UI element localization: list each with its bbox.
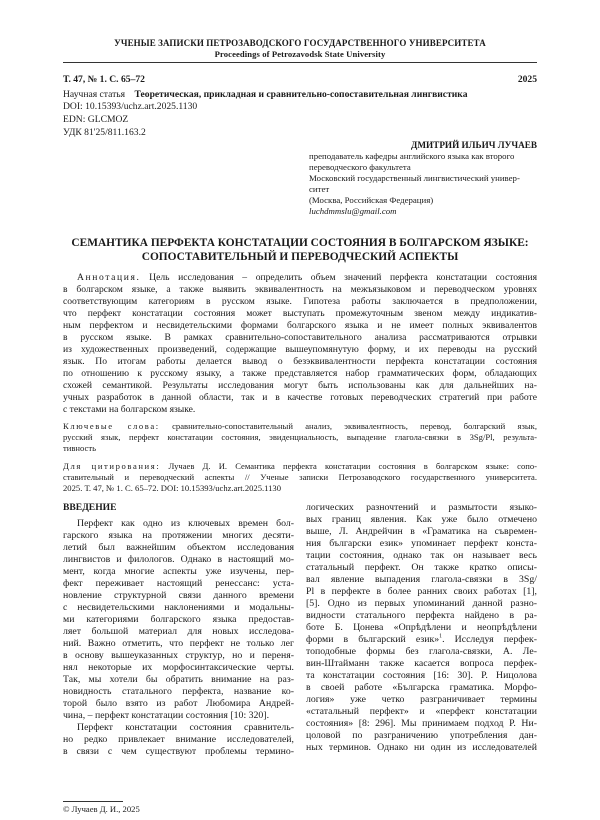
body-line: ляет большой материал для новых исследова- <box>63 626 294 637</box>
citation-line: Для цитирования: Лучаев Д. И. Семантика перфекта констатации состояния в болгарском языке: сопо- <box>63 461 537 471</box>
keywords-label: Ключевые слова: <box>63 421 160 431</box>
body-line: но редко привлекает внимание исследователей, <box>63 734 294 745</box>
author-email[interactable]: luchdmmslu@gmail.com <box>309 206 397 216</box>
udc: УДК 81'25/811.163.2 <box>63 127 146 138</box>
body-line: Перфект как одно из ключевых времен бол- <box>77 518 294 529</box>
body-line: логия» уже четко разграничивает термины <box>306 694 537 705</box>
year: 2025 <box>517 74 537 85</box>
body-line: лингвистов и филологов. Однако в настоящий мо- <box>63 554 294 565</box>
section-name: Теоретическая, прикладная и сравнительно-сопоставительная лингвистика <box>134 89 468 100</box>
abstract-line: учных разработок в данной области, так и в качестве готовых переводческих стратегий при работе <box>63 392 537 403</box>
body-line: летий был важнейшим объектом исследования <box>63 542 294 553</box>
abstract-line: схожей семантикой. Результаты исследования могут быть использованы как для дальнейших на- <box>63 380 537 391</box>
header-rule <box>63 62 537 63</box>
body-line: та констатации состояния [16: 30]. Р. Ницолова <box>306 670 537 681</box>
body-line: в своей работе «Българска граматика. Морфо- <box>306 682 537 693</box>
abstract-line: из художественных произведений, содержащие вышеупомянутую форму, и их переводы на русский <box>63 344 537 355</box>
affiliation-line: Московский государственный лингвистический универ- <box>309 173 520 183</box>
abstract-line: Аннотация. Цель исследования – определить объем значений перфекта констатации состояния <box>77 272 538 283</box>
abstract-line: в русском языке. В рамках сравнительно-сопоставительного анализа рассматриваются отрывки <box>63 332 537 343</box>
body-line: новидность статального перфекта, название ко- <box>63 686 294 697</box>
article-title-line: СЕМАНТИКА ПЕРФЕКТА КОНСТАТАЦИИ СОСТОЯНИЯ В БОЛГАРСКОМ ЯЗЫКЕ: <box>71 237 529 249</box>
body-line: ния български език» упоминает перфект конста- <box>306 538 537 549</box>
section-heading: ВВЕДЕНИЕ <box>63 502 117 513</box>
body-line: топодобные формы без глагола-связки, А. Ле- <box>306 646 537 657</box>
author-name: ДМИТРИЙ ИЛЬИЧ ЛУЧАЕВ <box>411 140 537 150</box>
keywords-line: русский язык, перфект констатации состояния, эвиденциальность, выпадение глагола-связки в 3Sg/Pl, результа- <box>63 432 537 442</box>
affiliation-line: переводческого факультета <box>309 162 411 172</box>
body-line: боте Б. Цонева «Опрѣдѣлени и неопрѣдѣлени <box>306 622 537 633</box>
body-line: вых границ явления. Как уже было отмечено <box>306 514 537 525</box>
article-type <box>63 89 468 101</box>
body-line: выше, Л. Андрейчин в «Граматика на съвремен- <box>306 526 537 537</box>
abstract-line: с текстами на болгарском языке. <box>63 404 196 415</box>
body-line: состояния» [8: 296]. Мы принимаем подход Р. Ни- <box>306 718 537 729</box>
article-title-line: СОПОСТАВИТЕЛЬНЫЙ И ПЕРЕВОДЧЕСКИЙ АСПЕКТЫ <box>141 251 459 263</box>
body-line: чина, – перфект констатации состояния [10: 320]. <box>63 710 270 721</box>
copyright: © Лучаев Д. И., 2025 <box>63 804 140 814</box>
abstract-line: соответствующим категориям в русском языке. Гипотеза работы заключается в предположении, <box>63 296 537 307</box>
body-line: мент, когда многие аспекты уже изучены, пер- <box>63 566 294 577</box>
body-line: гарского языка на протяжении многих десяти- <box>63 530 294 541</box>
body-line: вал явление выпадения глагола-связки в 3Sg/ <box>306 574 537 585</box>
doi: DOI: 10.15393/uchz.art.2025.1130 <box>63 101 198 112</box>
body-line: тации состояния, однако так он называет весь <box>306 550 537 561</box>
body-line: логических разночтений и размытости языко- <box>306 502 537 513</box>
abstract-line: по отношению к русскому языку, а также представляется набор грамматических форм, обладающих <box>63 368 537 379</box>
body-line: Так, мы хотели бы обратить внимание на раз- <box>63 674 294 685</box>
body-line: видности статального перфекта найдено в ра- <box>306 610 537 621</box>
body-line: ми категориями болгарского языка предостав- <box>63 614 294 625</box>
journal-title-ru: УЧЕНЫЕ ЗАПИСКИ ПЕТРОЗАВОДСКОГО ГОСУДАРСТВЕННОГО УНИВЕРСИТЕТА <box>114 38 486 48</box>
body-line: в основу вышеуказанных структур, но и переня- <box>63 650 294 661</box>
body-line: Перфект констатации состояния сравнитель- <box>77 722 294 733</box>
citation-line: 2025. Т. 47, № 1. С. 65–72. DOI: 10.15393/uchz.art.2025.1130 <box>63 483 282 493</box>
body-line: Pl в перфекте в более ранних своих работах [1], <box>306 586 537 597</box>
body-line: статальный перфект. Он также кратко описы- <box>306 562 537 573</box>
body-line: [5]. Одно из первых упоминаний данной разно- <box>306 598 537 609</box>
abstract-line: язык. По итогам работы делается вывод о безэквивалентности перфекта констатации состояния <box>63 356 537 367</box>
body-line: фект переживает настоящий ренессанс: уста- <box>63 578 294 589</box>
body-line: форми в българский език»$^1$. Исследуя перфек- <box>306 633 537 645</box>
abstract-line: ным перфектом и несвидетельскими формами болгарского языка и не имеет полных эквивалентов <box>63 320 537 331</box>
citation-line: ставительный и переводческий аспекты // Ученые записки Петрозаводского государственного университета. <box>63 472 537 482</box>
abstract-line: в болгарском языке, а также выявить эквивалентность на межъязыковом и переводческом уровнях <box>63 284 537 295</box>
keywords-line: Ключевые слова: сравнительно-сопоставительный анализ, эквивалентность, перевод, болгарский язык, <box>63 421 538 431</box>
edn: EDN: GLCMOZ <box>63 114 129 125</box>
body-line: в связи с чем существуют проблемы термино- <box>63 746 294 757</box>
body-line: нял некоторые их морфосинтаксические черты. <box>63 662 294 673</box>
body-line: новление структурной связи данного времени <box>63 590 294 601</box>
volume-info: Т. 47, № 1. С. 65–72 <box>63 74 145 85</box>
article-type-label: Научная статья <box>63 89 126 100</box>
footnote-rule <box>63 801 123 802</box>
body-line: вин-Штайманн также касается вопроса перфек- <box>306 658 537 669</box>
footnote-marker[interactable]: 1 <box>439 633 443 640</box>
body-line: «статальный перфект» и «перфект констатации <box>306 706 537 717</box>
body-line: цоловой по разграничению употребления дан- <box>306 730 537 741</box>
body-line: ных терминов. Однако ни один из исследователей <box>306 742 537 753</box>
citation-label: Для цитирования: <box>63 461 161 471</box>
body-line: торой было взято из работ Любомира Андрей- <box>63 698 294 709</box>
abstract-line: что перфект констатации состояния может выступать промежуточным звеном между индикатив- <box>63 308 537 319</box>
body-line: с несвидетельскими наклонениями и модальны- <box>63 602 294 613</box>
affiliation-line: ситет <box>309 184 330 194</box>
affiliation-line: (Москва, Российская Федерация) <box>309 195 434 205</box>
journal-title-en: Proceedings of Petrozavodsk State University <box>214 49 386 59</box>
abstract-label: Аннотация. <box>77 272 141 283</box>
keywords-line: тивность <box>63 443 97 453</box>
affiliation-line: преподаватель кафедры английского языка как второго <box>309 151 515 161</box>
body-line: ний. Важно отметить, что перфект не только лег <box>63 638 294 649</box>
